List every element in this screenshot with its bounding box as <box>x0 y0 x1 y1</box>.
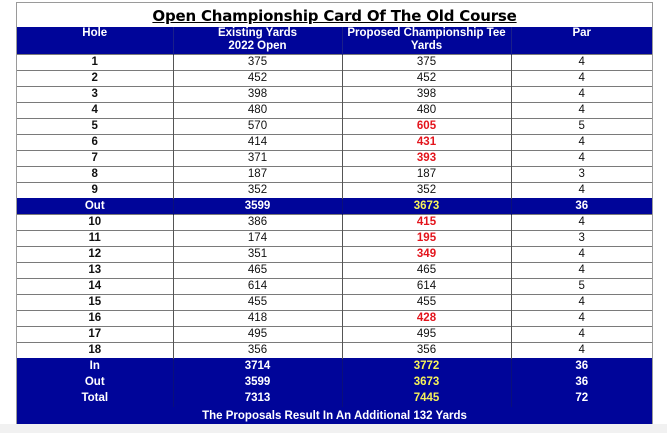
existing-yards: 386 <box>173 215 342 231</box>
existing-yards: 418 <box>173 311 342 327</box>
existing-yards: 174 <box>173 231 342 247</box>
page-title: Open Championship Card Of The Old Course <box>152 7 517 25</box>
table-row <box>17 119 652 135</box>
proposed-yards: 465 <box>342 263 511 279</box>
proposed-yards: 480 <box>342 103 511 119</box>
hole-number: 10 <box>17 215 173 231</box>
hole-number: 14 <box>17 279 173 295</box>
hole-number: 7 <box>17 151 173 167</box>
hole-number: 8 <box>17 167 173 183</box>
proposed-yards: 195 <box>342 231 511 247</box>
summary-label: Out <box>17 199 173 215</box>
existing-yards: 352 <box>173 183 342 199</box>
hole-number: 6 <box>17 135 173 151</box>
proposed-yards: 398 <box>342 87 511 103</box>
par-total: 36 <box>511 375 652 391</box>
proposed-yards: 393 <box>342 151 511 167</box>
table-row <box>17 103 652 119</box>
existing-yards-total: 3599 <box>173 375 342 391</box>
summary-label: Out <box>17 375 173 391</box>
proposed-yards: 352 <box>342 183 511 199</box>
proposed-yards: 614 <box>342 279 511 295</box>
existing-yards: 187 <box>173 167 342 183</box>
par: 5 <box>511 119 652 135</box>
par: 4 <box>511 343 652 359</box>
table-row <box>17 167 652 183</box>
hole-number: 12 <box>17 247 173 263</box>
scorecard-body <box>17 55 652 427</box>
proposed-yards: 428 <box>342 311 511 327</box>
proposed-yards-total: 3772 <box>342 359 511 375</box>
existing-yards: 356 <box>173 343 342 359</box>
table-row <box>17 215 652 231</box>
table-row <box>17 183 652 199</box>
proposed-yards-total: 7445 <box>342 391 511 407</box>
par: 3 <box>511 167 652 183</box>
column-header-par: Par <box>511 27 652 55</box>
out-summary-row <box>17 375 652 391</box>
par: 4 <box>511 151 652 167</box>
table-row <box>17 295 652 311</box>
proposed-yards: 431 <box>342 135 511 151</box>
column-header-hole: Hole <box>17 27 173 55</box>
existing-yards: 351 <box>173 247 342 263</box>
par: 5 <box>511 279 652 295</box>
hole-number: 9 <box>17 183 173 199</box>
hole-number: 5 <box>17 119 173 135</box>
summary-label: In <box>17 359 173 375</box>
existing-yards-total: 3599 <box>173 199 342 215</box>
hole-number: 17 <box>17 327 173 343</box>
proposed-yards: 356 <box>342 343 511 359</box>
par: 4 <box>511 135 652 151</box>
proposed-yards-total: 3673 <box>342 199 511 215</box>
hole-number: 11 <box>17 231 173 247</box>
proposed-yards-total: 3673 <box>342 375 511 391</box>
par: 4 <box>511 327 652 343</box>
existing-yards: 414 <box>173 135 342 151</box>
page-bottom-margin <box>0 424 667 433</box>
hole-number: 4 <box>17 103 173 119</box>
hole-number: 15 <box>17 295 173 311</box>
table-header-row <box>17 27 652 55</box>
hole-number: 16 <box>17 311 173 327</box>
par-total: 36 <box>511 199 652 215</box>
existing-yards: 570 <box>173 119 342 135</box>
par: 4 <box>511 183 652 199</box>
table-row <box>17 311 652 327</box>
scorecard <box>16 2 653 426</box>
par: 4 <box>511 295 652 311</box>
existing-yards: 480 <box>173 103 342 119</box>
table-row <box>17 263 652 279</box>
existing-yards: 495 <box>173 327 342 343</box>
column-header-proposed-yards: Proposed Championship Tee Yards <box>342 27 511 55</box>
out-summary-row <box>17 199 652 215</box>
existing-yards: 375 <box>173 55 342 71</box>
proposed-yards: 495 <box>342 327 511 343</box>
table-row <box>17 327 652 343</box>
proposed-yards: 452 <box>342 71 511 87</box>
par: 4 <box>511 311 652 327</box>
existing-yards: 455 <box>173 295 342 311</box>
existing-yards: 452 <box>173 71 342 87</box>
par: 4 <box>511 87 652 103</box>
in-summary-row <box>17 359 652 375</box>
table-row <box>17 135 652 151</box>
existing-yards: 398 <box>173 87 342 103</box>
hole-number: 13 <box>17 263 173 279</box>
table-row <box>17 87 652 103</box>
proposed-yards: 187 <box>342 167 511 183</box>
table-row <box>17 55 652 71</box>
par-total: 36 <box>511 359 652 375</box>
hole-number: 3 <box>17 87 173 103</box>
table-row <box>17 279 652 295</box>
table-row <box>17 231 652 247</box>
par: 4 <box>511 263 652 279</box>
par: 3 <box>511 231 652 247</box>
existing-yards: 465 <box>173 263 342 279</box>
table-row <box>17 151 652 167</box>
hole-number: 2 <box>17 71 173 87</box>
hole-number: 1 <box>17 55 173 71</box>
par: 4 <box>511 103 652 119</box>
existing-yards: 371 <box>173 151 342 167</box>
par: 4 <box>511 215 652 231</box>
proposed-yards: 455 <box>342 295 511 311</box>
table-row <box>17 247 652 263</box>
par: 4 <box>511 55 652 71</box>
proposed-yards: 375 <box>342 55 511 71</box>
existing-yards: 614 <box>173 279 342 295</box>
column-header-existing-yards: Existing Yards 2022 Open <box>173 27 342 55</box>
total-summary-row <box>17 391 652 407</box>
par-total: 72 <box>511 391 652 407</box>
scorecard-table <box>17 27 652 426</box>
proposed-yards: 415 <box>342 215 511 231</box>
par: 4 <box>511 71 652 87</box>
par: 4 <box>511 247 652 263</box>
table-row <box>17 71 652 87</box>
existing-yards-total: 7313 <box>173 391 342 407</box>
table-row <box>17 343 652 359</box>
hole-number: 18 <box>17 343 173 359</box>
summary-label: Total <box>17 391 173 407</box>
existing-yards-total: 3714 <box>173 359 342 375</box>
footer-note: The Proposals Result In An Additional 132 Yards <box>17 407 652 427</box>
proposed-yards: 605 <box>342 119 511 135</box>
proposed-yards: 349 <box>342 247 511 263</box>
